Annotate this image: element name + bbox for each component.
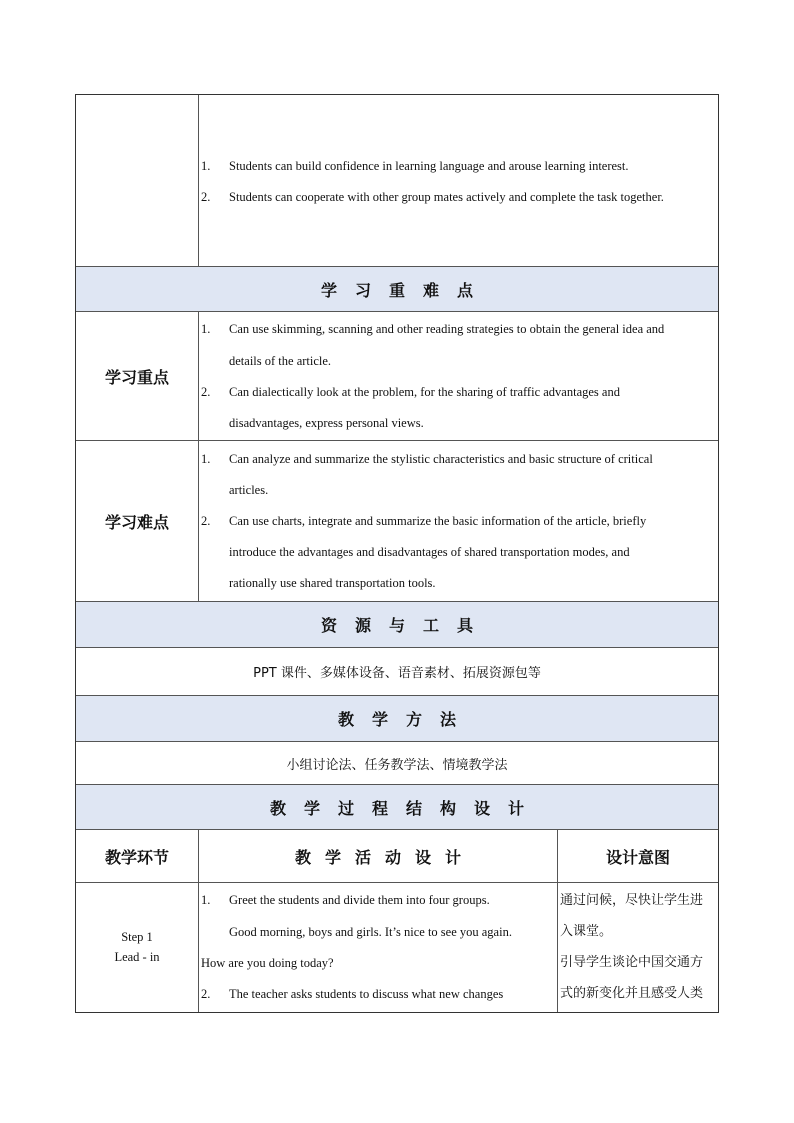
item-text: articles. bbox=[229, 483, 269, 497]
lesson-plan-table bbox=[75, 94, 719, 1013]
item-number: 1. bbox=[201, 452, 211, 466]
item-text: Good morning, boys and girls. It’s nice to see you again. bbox=[229, 925, 512, 939]
item-text: The teacher asks students to discuss what new changes bbox=[229, 987, 504, 1001]
intent-line: 式的新变化并且感受人类 bbox=[560, 986, 704, 1001]
item-number: 2. bbox=[201, 385, 211, 399]
key-points-row bbox=[76, 312, 718, 441]
step1-activity-cell bbox=[199, 883, 558, 1012]
item-text: introduce the advantages and disadvantages of shared transportation modes, and bbox=[229, 545, 630, 559]
step-number: Step 1 bbox=[121, 930, 153, 944]
item-number: 2. bbox=[201, 190, 211, 204]
difficult-points-label: 学习难点 bbox=[76, 441, 199, 601]
methods-text: 小组讨论法、任务教学法、情境教学法 bbox=[76, 742, 718, 785]
item-text: Can use skimming, scanning and other reading strategies to obtain the general idea and bbox=[229, 322, 665, 336]
process-banner: 教学过程结构设计 bbox=[76, 785, 718, 830]
intent-line: 通过问候，尽快让学生进 bbox=[560, 893, 704, 908]
item-number: 1. bbox=[201, 893, 211, 907]
resources-banner: 资源与工具 bbox=[76, 602, 718, 648]
step1-row bbox=[76, 883, 718, 1012]
key-points-content bbox=[199, 312, 718, 440]
item-text: disadvantages, express personal views. bbox=[229, 416, 424, 430]
item-text: Students can build confidence in learning language and arouse learning interest. bbox=[229, 159, 629, 173]
intent-line: 引导学生谈论中国交通方 bbox=[560, 955, 704, 970]
objectives-content-cell bbox=[199, 95, 718, 266]
item-text: How are you doing today? bbox=[201, 956, 334, 970]
difficult-points-content bbox=[199, 441, 718, 601]
objectives-row bbox=[76, 95, 718, 267]
item-number: 2. bbox=[201, 514, 211, 528]
resources-text: PPT 课件、多媒体设备、语音素材、拓展资源包等 bbox=[76, 648, 718, 696]
key-points-label: 学习重点 bbox=[76, 312, 199, 440]
header-intent: 设计意图 bbox=[605, 847, 670, 867]
item-number: 2. bbox=[201, 987, 211, 1001]
step-name: Lead - in bbox=[114, 950, 160, 964]
item-text: Greet the students and divide them into four groups. bbox=[229, 893, 490, 907]
difficult-points-row bbox=[76, 441, 718, 602]
methods-banner: 教学方法 bbox=[76, 696, 718, 742]
item-number: 1. bbox=[201, 322, 211, 336]
process-header-row bbox=[76, 830, 718, 883]
header-stage: 教学环节 bbox=[76, 830, 199, 882]
key-difficult-banner: 学习重难点 bbox=[76, 267, 718, 312]
item-text: Can dialectically look at the problem, for the sharing of traffic advantages and bbox=[229, 385, 620, 399]
intent-line: 入课堂。 bbox=[560, 924, 613, 939]
item-text: Can use charts, integrate and summarize the basic information of the article, briefly bbox=[229, 514, 647, 528]
item-text: details of the article. bbox=[229, 354, 332, 368]
objectives-label-cell bbox=[76, 95, 199, 266]
item-text: Can analyze and summarize the stylistic characteristics and basic structure of critical bbox=[229, 452, 653, 466]
step1-stage-cell bbox=[76, 883, 199, 1012]
header-activity: 教学活动设计 bbox=[199, 830, 558, 882]
step1-intent-cell bbox=[558, 883, 718, 1012]
item-text: rationally use shared transportation tools. bbox=[229, 576, 436, 590]
item-number: 1. bbox=[201, 159, 211, 173]
item-text: Students can cooperate with other group mates actively and complete the task together. bbox=[229, 190, 664, 204]
